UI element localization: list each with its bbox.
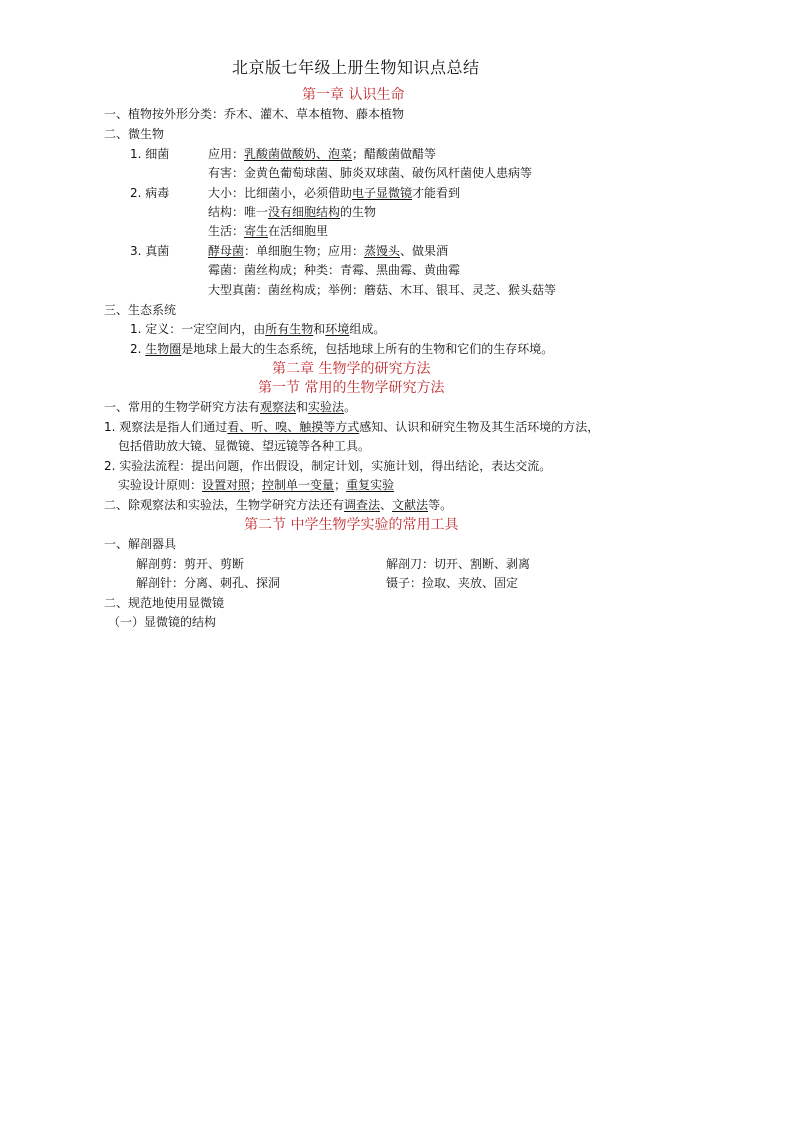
chapter-1-heading: 第一章 认识生命 <box>302 87 405 103</box>
ecosystem-heading: 三、生态系统 <box>104 303 177 317</box>
virus-structure: 结构：唯一没有细胞结构的生物 <box>208 205 377 219</box>
fungi-large: 大型真菌：菌丝构成；举例：蘑菇、木耳、银耳、灵芝、猴头菇等 <box>208 283 557 297</box>
ecosystem-definition: 1. 定义：一定空间内，由所有生物和环境组成。 <box>130 322 386 336</box>
experiment-principles: 实验设计原则：设置对照；控制单一变量；重复实验 <box>118 478 395 492</box>
dissecting-knife: 解剖刀：切开、割断、剥离 <box>386 557 531 571</box>
methods-line: 一、常用的生物学研究方法有观察法和实验法。 <box>104 400 357 414</box>
experiment-process: 2. 实验法流程：提出问题，作出假设，制定计划，实施计划，得出结论，表达交流。 <box>104 459 552 473</box>
dissecting-needle: 解剖针：分离、刺孔、探洞 <box>136 576 281 590</box>
virus-size: 大小：比细菌小，必须借助电子显微镜才能看到 <box>208 186 461 200</box>
dissection-tools-heading: 一、解剖器具 <box>104 537 177 551</box>
observation-line: 1. 观察法是指人们通过看、听、嗅、触摸等方式感知、认识和研究生物及其生活环境的方法， <box>104 420 600 434</box>
bacteria-label: 1. 细菌 <box>130 147 170 161</box>
tweezers: 镊子：捡取、夹放、固定 <box>386 576 519 590</box>
section-2-heading: 第二节 中学生物学实验的常用工具 <box>244 517 459 533</box>
dissecting-scissors: 解剖剪：剪开、剪断 <box>136 557 245 571</box>
document-title: 北京版七年级上册生物知识点总结 <box>232 58 480 77</box>
chapter-2-heading: 第二章 生物学的研究方法 <box>272 361 431 377</box>
bacteria-use: 应用：乳酸菌做酸奶、泡菜；醋酸菌做醋等 <box>208 147 437 161</box>
microorganism-heading: 二、微生物 <box>104 127 165 141</box>
biosphere-line: 2. 生物圈是地球上最大的生态系统，包括地球上所有的生物和它们的生存环境。 <box>130 342 554 356</box>
bacteria-harm: 有害：金黄色葡萄球菌、肺炎双球菌、破伤风杆菌使人患病等 <box>208 166 533 180</box>
section-1-heading: 第一节 常用的生物学研究方法 <box>258 380 445 396</box>
fungi-label: 3. 真菌 <box>130 244 170 258</box>
microscope-structure: （一）显微镜的结构 <box>108 615 217 629</box>
fungi-mold: 霉菌：菌丝构成；种类：青霉、黑曲霉、黄曲霉 <box>208 263 461 277</box>
microscope-heading: 二、规范地使用显微镜 <box>104 596 225 610</box>
virus-life: 生活：寄生在活细胞里 <box>208 224 329 238</box>
plant-classification: 一、植物按外形分类：乔木、灌木、草本植物、藤本植物 <box>104 107 405 121</box>
other-methods: 二、除观察法和实验法，生物学研究方法还有调查法、文献法等。 <box>104 498 453 512</box>
fungi-yeast: 酵母菌：单细胞生物；应用：蒸馒头、做果酒 <box>208 244 449 258</box>
virus-label: 2. 病毒 <box>130 186 170 200</box>
observation-tools: 包括借助放大镜、显微镜、望远镜等各种工具。 <box>118 439 371 453</box>
